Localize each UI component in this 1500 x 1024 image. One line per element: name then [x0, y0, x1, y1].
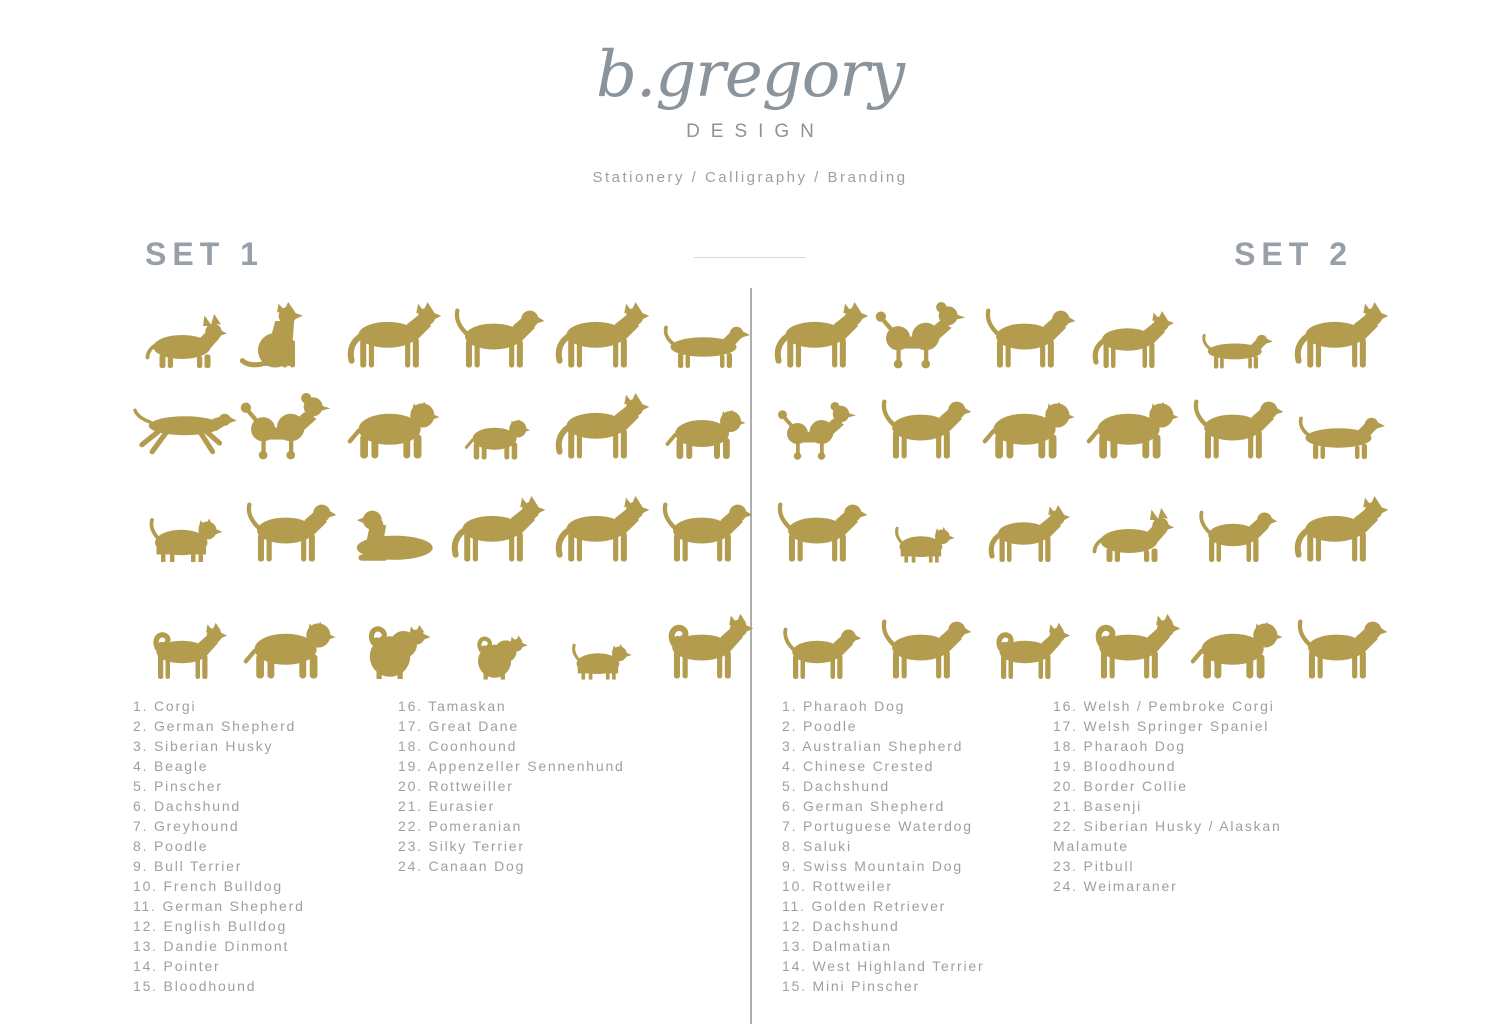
dog-spitz-curled-tail-icon: [348, 622, 438, 682]
breed-list-item: 20. Border Collie: [1053, 778, 1188, 794]
breed-list-item: 9. Swiss Mountain Dog: [782, 858, 963, 874]
dog-long-low-icon: [660, 311, 750, 371]
dog-silhouette-german-shepherd: [237, 302, 341, 371]
dog-silhouette-tamaskan: [445, 496, 549, 565]
dog-floppy-ears-tail-up-icon: [768, 496, 872, 565]
breed-list-item: 8. Saluki: [782, 838, 852, 854]
set2-dog-grid: [768, 283, 1388, 682]
dog-standing-prick-ears-icon: [549, 302, 653, 371]
dog-silhouette-welsh-springer-spaniel: [1191, 505, 1281, 565]
breed-list-item: 21. Eurasier: [398, 798, 496, 814]
dog-poodle-icon: [775, 402, 865, 462]
breed-list-item: 13. Dandie Dinmont: [133, 938, 290, 954]
breed-list-item: 23. Pitbull: [1053, 858, 1135, 874]
dog-silhouette-weimaraner: [1288, 613, 1392, 682]
dog-silhouette-swiss-mountain-dog: [976, 393, 1080, 462]
dog-silhouette-coonhound: [653, 496, 757, 565]
dog-corgi-icon: [140, 311, 230, 371]
dog-stocky-icon: [341, 393, 445, 462]
dog-silhouette-bull-terrier: [341, 393, 445, 462]
dog-silhouette-border-collie: [872, 613, 976, 682]
breed-list-item: 14. West Highland Terrier: [782, 958, 985, 974]
tagline: Stationery / Calligraphy / Branding: [592, 169, 908, 187]
dog-silhouette-silky-terrier: [564, 633, 638, 682]
dog-running-icon: [133, 393, 237, 462]
dog-silhouette-rottweiller: [237, 613, 341, 682]
dog-silhouette-canaan-dog: [653, 613, 757, 682]
breed-list-item: 6. Dachshund: [133, 798, 241, 814]
dog-floppy-ears-tail-up-icon: [237, 496, 341, 565]
breed-list-item: 23. Silky Terrier: [398, 838, 525, 854]
dog-silhouette-portuguese-waterdog: [775, 402, 865, 462]
breed-list-item: 6. German Shepherd: [782, 798, 946, 814]
breed-list-item: 22. Siberian Husky / Alaskan Malamute: [1053, 818, 1282, 854]
breed-list-item: 7. Portuguese Waterdog: [782, 818, 973, 834]
dog-sitting-icon: [237, 302, 341, 371]
dog-silhouette-dachshund: [660, 311, 750, 371]
dog-floppy-ears-tail-up-icon: [1191, 505, 1281, 565]
breed-list-item: 12. English Bulldog: [133, 918, 288, 934]
dog-prick-ears-curled-tail-icon: [140, 622, 230, 682]
breed-list-item: 2. Poodle: [782, 718, 858, 734]
dog-silhouette-rottweiler: [1080, 393, 1184, 462]
breed-list-item: 24. Canaan Dog: [398, 858, 526, 874]
set1-dog-grid: [133, 283, 741, 682]
breed-list-item: 7. Greyhound: [133, 818, 240, 834]
dog-stocky-icon: [460, 413, 534, 462]
set2-title: SET 2: [1234, 236, 1353, 272]
dog-prick-ears-curled-tail-icon: [653, 613, 757, 682]
breed-list-item: 3. Australian Shepherd: [782, 738, 964, 754]
dog-standing-prick-ears-icon: [549, 393, 653, 462]
dog-silhouette-dalmatian: [768, 496, 872, 565]
dog-floppy-ears-tail-up-icon: [1184, 393, 1288, 462]
dog-silhouette-pinscher: [549, 302, 653, 371]
dog-silhouette-welsh-pembroke-corgi: [1087, 505, 1177, 565]
dog-silhouette-pomeranian: [460, 633, 534, 682]
dog-lying-icon: [341, 496, 445, 565]
breed-list-item: 9. Bull Terrier: [133, 858, 243, 874]
breed-list-item: 21. Basenji: [1053, 798, 1143, 814]
dog-silhouette-dandie-dinmont: [140, 505, 230, 565]
dog-floppy-ears-tail-up-icon: [445, 302, 549, 371]
dog-silhouette-pitbull: [1184, 613, 1288, 682]
dog-floppy-ears-tail-up-icon: [653, 496, 757, 565]
breed-list-item: 15. Bloodhound: [133, 978, 257, 994]
logo: [0, 34, 1500, 186]
breed-list-item: 1. Pharaoh Dog: [782, 698, 906, 714]
dog-silhouette-chinese-crested: [1087, 311, 1177, 371]
dog-silhouette-corgi: [140, 311, 230, 371]
breed-list-item: 4. Chinese Crested: [782, 758, 935, 774]
dog-silhouette-french-bulldog: [460, 413, 534, 462]
breed-list-item: 18. Pharaoh Dog: [1053, 738, 1186, 754]
dog-standing-prick-ears-icon: [549, 496, 653, 565]
dog-floppy-ears-tail-up-icon: [872, 393, 976, 462]
set1-breed-list-col2: [398, 696, 743, 876]
dog-stocky-icon: [237, 613, 341, 682]
dog-terrier-low-icon: [564, 633, 638, 682]
dog-poodle-icon: [237, 393, 341, 462]
logo-script-text: b.gregory: [596, 38, 904, 112]
breed-list-item: 19. Appenzeller Sennenhund: [398, 758, 625, 774]
breed-list-item: 11. Golden Retriever: [782, 898, 947, 914]
dog-standing-prick-ears-icon: [983, 505, 1073, 565]
dog-silhouette-german-shepherd: [1288, 302, 1392, 371]
set2-breed-list-col1: [782, 696, 1047, 996]
dog-silhouette-poodle: [872, 302, 976, 371]
dog-standing-prick-ears-icon: [768, 302, 872, 371]
dog-standing-prick-ears-icon: [1288, 496, 1392, 565]
dog-silhouette-pointer: [237, 496, 341, 565]
breed-list-item: 22. Pomeranian: [398, 818, 523, 834]
dog-silhouette-golden-retriever: [1184, 393, 1288, 462]
dog-corgi-icon: [1087, 505, 1177, 565]
logo-divider-rule: [694, 257, 806, 258]
breed-list-item: 2. German Shepherd: [133, 718, 297, 734]
dog-terrier-low-icon: [140, 505, 230, 565]
dog-floppy-ears-tail-up-icon: [976, 302, 1080, 371]
breed-list-item: 19. Bloodhound: [1053, 758, 1177, 774]
dog-stocky-icon: [976, 393, 1080, 462]
breed-list-item: 24. Weimaraner: [1053, 878, 1178, 894]
breed-list-item: 16. Tamaskan: [398, 698, 507, 714]
breed-list-item: 20. Rottweiller: [398, 778, 514, 794]
dog-stocky-icon: [1184, 613, 1288, 682]
dog-silhouette-mini-pinscher: [983, 505, 1073, 565]
breed-list-item: 16. Welsh / Pembroke Corgi: [1053, 698, 1275, 714]
dog-silhouette-eurasier: [348, 622, 438, 682]
dog-silhouette-dachshund: [1295, 402, 1385, 462]
dog-silhouette-siberian-husky: [341, 302, 445, 371]
dog-silhouette-basenji: [983, 622, 1073, 682]
breed-list-item: 1. Corgi: [133, 698, 197, 714]
dog-silhouette-great-dane: [549, 496, 653, 565]
dog-standing-prick-ears-icon: [1087, 311, 1177, 371]
dog-silhouette-english-bulldog: [660, 402, 750, 462]
breed-list-item: 15. Mini Pinscher: [782, 978, 920, 994]
dog-silhouette-saluki: [872, 393, 976, 462]
dog-stocky-icon: [660, 402, 750, 462]
dog-silhouette-west-highland-terrier: [887, 516, 961, 565]
breed-list-item: 3. Siberian Husky: [133, 738, 274, 754]
breed-list-item: 14. Pointer: [133, 958, 221, 974]
breed-list-item: 18. Coonhound: [398, 738, 518, 754]
dog-stocky-icon: [1080, 393, 1184, 462]
dog-silhouette-dachshund: [1199, 322, 1273, 371]
breed-list-item: 5. Pinscher: [133, 778, 223, 794]
dog-silhouette-australian-shepherd: [976, 302, 1080, 371]
dog-silhouette-siberian-husky-alaskan-malamute: [1080, 613, 1184, 682]
dog-silhouette-german-shepherd: [549, 393, 653, 462]
set2-breed-list-col2: [1053, 696, 1341, 896]
dog-long-low-icon: [1199, 322, 1273, 371]
dog-floppy-ears-tail-up-icon: [872, 613, 976, 682]
breed-list-item: 4. Beagle: [133, 758, 209, 774]
dog-standing-prick-ears-icon: [341, 302, 445, 371]
breed-list-item: 8. Poodle: [133, 838, 209, 854]
dog-poodle-icon: [872, 302, 976, 371]
dog-standing-prick-ears-icon: [1288, 302, 1392, 371]
dog-prick-ears-curled-tail-icon: [1080, 613, 1184, 682]
set1-breed-list-col1: [133, 696, 393, 996]
breed-list-item: 12. Dachshund: [782, 918, 900, 934]
dog-silhouette-beagle: [445, 302, 549, 371]
dog-terrier-low-icon: [887, 516, 961, 565]
dog-long-low-icon: [1295, 402, 1385, 462]
dog-silhouette-bloodhound: [775, 622, 865, 682]
breed-list-item: 5. Dachshund: [782, 778, 890, 794]
dog-spitz-curled-tail-icon: [460, 633, 534, 682]
dog-prick-ears-curled-tail-icon: [983, 622, 1073, 682]
dog-silhouette-bloodhound: [341, 496, 445, 565]
dog-silhouette-greyhound: [133, 393, 237, 462]
set1-title: SET 1: [145, 236, 264, 272]
breed-list-item: 13. Dalmatian: [782, 938, 892, 954]
dog-standing-prick-ears-icon: [445, 496, 549, 565]
dog-floppy-ears-tail-up-icon: [1288, 613, 1392, 682]
breed-list-item: 11. German Shepherd: [133, 898, 305, 914]
logo-subtitle: DESIGN: [686, 121, 825, 143]
dog-silhouette-pharaoh-dog: [768, 302, 872, 371]
breed-list-item: 17. Great Dane: [398, 718, 519, 734]
dog-silhouette-appenzeller-sennenhund: [140, 622, 230, 682]
dog-silhouette-pharaoh-dog: [1288, 496, 1392, 565]
breed-list-item: 10. Rottweiler: [782, 878, 893, 894]
dog-silhouette-poodle: [237, 393, 341, 462]
dog-floppy-ears-tail-up-icon: [775, 622, 865, 682]
breed-list-item: 17. Welsh Springer Spaniel: [1053, 718, 1270, 734]
breed-list-item: 10. French Bulldog: [133, 878, 283, 894]
